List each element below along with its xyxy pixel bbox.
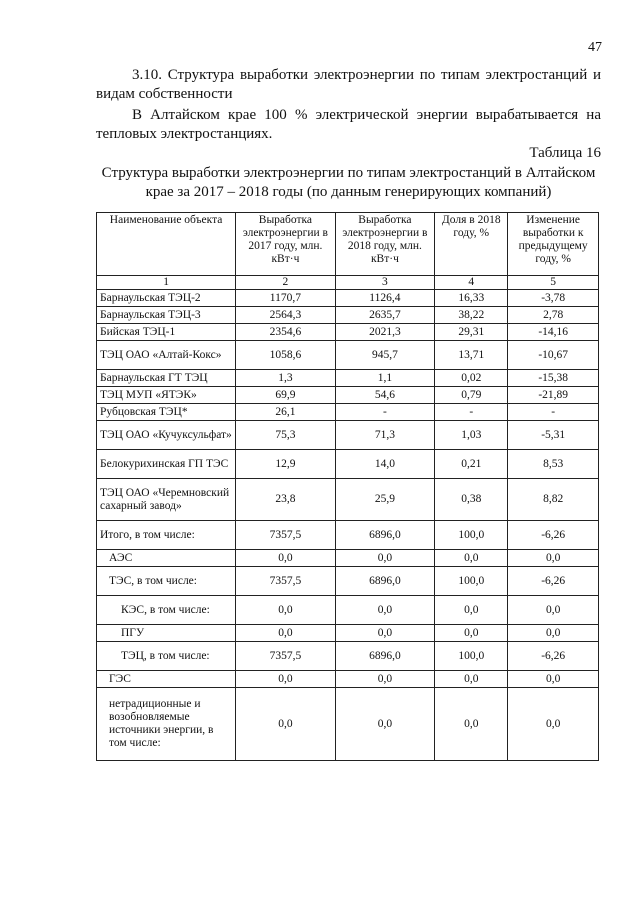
row-v2018-value: 0,0 [335,596,435,625]
table-row [97,567,599,596]
table-body [97,276,599,761]
header-change: Изменение выработки к предыдущему году, % [508,213,599,276]
row-share-value: 100,0 [435,567,508,596]
row-v2018-value: 0,0 [335,688,435,761]
row-object-name: Рубцовская ТЭЦ* [97,404,236,421]
row-share-value: 38,22 [435,307,508,324]
row-change-value: 0,0 [508,550,599,567]
row-v2017-value: 2564,3 [236,307,336,324]
column-number: 4 [435,276,508,290]
row-v2018-value: 25,9 [335,479,435,521]
table-row [97,370,599,387]
column-number: 1 [97,276,236,290]
row-change-value: 0,0 [508,625,599,642]
table-row [97,307,599,324]
section-heading: 3.10. Структура выработки электроэнергии по типам электростанций и видам собственности [96,67,601,102]
row-v2018-value: 0,0 [335,671,435,688]
table-row [97,550,599,567]
row-change-value: -6,26 [508,642,599,671]
row-change-value: -21,89 [508,387,599,404]
row-v2017-value: 1170,7 [236,290,336,307]
generation-table [96,212,599,761]
row-v2017-value: 0,0 [236,671,336,688]
row-v2017-value: 0,0 [236,625,336,642]
row-v2017-value: 26,1 [236,404,336,421]
row-share-value: 1,03 [435,421,508,450]
table-row [97,450,599,479]
column-number-row [97,276,599,290]
row-object-name: ТЭС, в том числе: [97,567,236,596]
row-v2017-value: 1058,6 [236,341,336,370]
row-object-name: ТЭЦ ОАО «Алтай-Кокс» [97,341,236,370]
row-object-name: ТЭЦ ОАО «Черемновский сахарный завод» [97,479,236,521]
row-change-value: 0,0 [508,688,599,761]
table-row [97,341,599,370]
intro-paragraph: В Алтайском крае 100 % электрической энергии вырабатывается на тепловых электростанциях. [96,107,601,142]
row-share-value: 13,71 [435,341,508,370]
row-object-name: Барнаульская ТЭЦ-3 [97,307,236,324]
table-number: Таблица 16 [529,145,601,161]
row-change-value: - [508,404,599,421]
row-change-value: -5,31 [508,421,599,450]
row-change-value: -6,26 [508,521,599,550]
row-object-name: КЭС, в том числе: [97,596,236,625]
table-caption: Структура выработки электроэнергии по типам электростанций в Алтайском крае за 2017 – 2018 годы (по данным генерирующих компаний) [101,165,596,200]
row-v2017-value: 0,0 [236,550,336,567]
row-change-value: 8,53 [508,450,599,479]
column-number: 5 [508,276,599,290]
row-v2017-value: 12,9 [236,450,336,479]
row-share-value: 0,79 [435,387,508,404]
row-object-name: Итого, в том числе: [97,521,236,550]
page-number: 47 [588,40,602,55]
row-v2017-value: 69,9 [236,387,336,404]
row-share-value: 0,0 [435,550,508,567]
row-v2018-value: 945,7 [335,341,435,370]
row-v2018-value: 0,0 [335,550,435,567]
row-v2017-value: 0,0 [236,688,336,761]
row-change-value: 8,82 [508,479,599,521]
row-v2018-value: 71,3 [335,421,435,450]
row-change-value: -15,38 [508,370,599,387]
table-row [97,404,599,421]
table-row [97,387,599,404]
row-v2017-value: 7357,5 [236,521,336,550]
header-share-2018: Доля в 2018 году, % [435,213,508,276]
row-share-value: 0,0 [435,625,508,642]
row-share-value: 0,21 [435,450,508,479]
row-object-name: ПГУ [97,625,236,642]
header-output-2017: Выработка электроэнергии в 2017 году, млн. кВт·ч [236,213,336,276]
row-share-value: 100,0 [435,521,508,550]
row-object-name: Бийская ТЭЦ-1 [97,324,236,341]
row-change-value: -10,67 [508,341,599,370]
row-v2018-value: 1,1 [335,370,435,387]
table-header-row [97,213,599,276]
row-share-value: 0,02 [435,370,508,387]
table-row [97,596,599,625]
row-v2018-value: 2635,7 [335,307,435,324]
row-object-name: ТЭЦ МУП «ЯТЭК» [97,387,236,404]
table-row [97,290,599,307]
row-v2017-value: 2354,6 [236,324,336,341]
row-change-value: -14,16 [508,324,599,341]
row-v2018-value: 14,0 [335,450,435,479]
row-change-value: -3,78 [508,290,599,307]
row-v2017-value: 7357,5 [236,642,336,671]
table-row [97,479,599,521]
row-v2018-value: 0,0 [335,625,435,642]
column-number: 2 [236,276,336,290]
row-v2018-value: 6896,0 [335,521,435,550]
row-share-value: 0,0 [435,688,508,761]
row-v2018-value: 1126,4 [335,290,435,307]
row-share-value: 0,0 [435,596,508,625]
table-row [97,324,599,341]
row-v2018-value: 6896,0 [335,567,435,596]
row-share-value: 0,0 [435,671,508,688]
table-row [97,642,599,671]
table-row [97,625,599,642]
row-object-name: Барнаульская ГТ ТЭЦ [97,370,236,387]
row-share-value: 100,0 [435,642,508,671]
row-share-value: - [435,404,508,421]
row-object-name: ТЭЦ, в том числе: [97,642,236,671]
row-share-value: 0,38 [435,479,508,521]
row-object-name: Барнаульская ТЭЦ-2 [97,290,236,307]
row-v2018-value: 2021,3 [335,324,435,341]
row-object-name: ТЭЦ ОАО «Кучуксульфат» [97,421,236,450]
row-change-value: 2,78 [508,307,599,324]
row-change-value: -6,26 [508,567,599,596]
table-row [97,688,599,761]
column-number: 3 [335,276,435,290]
row-share-value: 29,31 [435,324,508,341]
row-object-name: АЭС [97,550,236,567]
header-object-name: Наименование объекта [97,213,236,276]
row-v2017-value: 1,3 [236,370,336,387]
row-object-name: ГЭС [97,671,236,688]
row-v2017-value: 75,3 [236,421,336,450]
table-row [97,421,599,450]
row-change-value: 0,0 [508,596,599,625]
row-share-value: 16,33 [435,290,508,307]
row-v2018-value: 54,6 [335,387,435,404]
row-v2018-value: - [335,404,435,421]
header-output-2018: Выработка электроэнергии в 2018 году, млн. кВт·ч [335,213,435,276]
row-change-value: 0,0 [508,671,599,688]
table-row [97,671,599,688]
row-v2018-value: 6896,0 [335,642,435,671]
row-v2017-value: 7357,5 [236,567,336,596]
table-row [97,521,599,550]
row-object-name: Белокурихинская ГП ТЭС [97,450,236,479]
row-v2017-value: 23,8 [236,479,336,521]
row-object-name: нетрадиционные и возобновляемые источники энергии, в том числе: [97,688,236,761]
row-v2017-value: 0,0 [236,596,336,625]
